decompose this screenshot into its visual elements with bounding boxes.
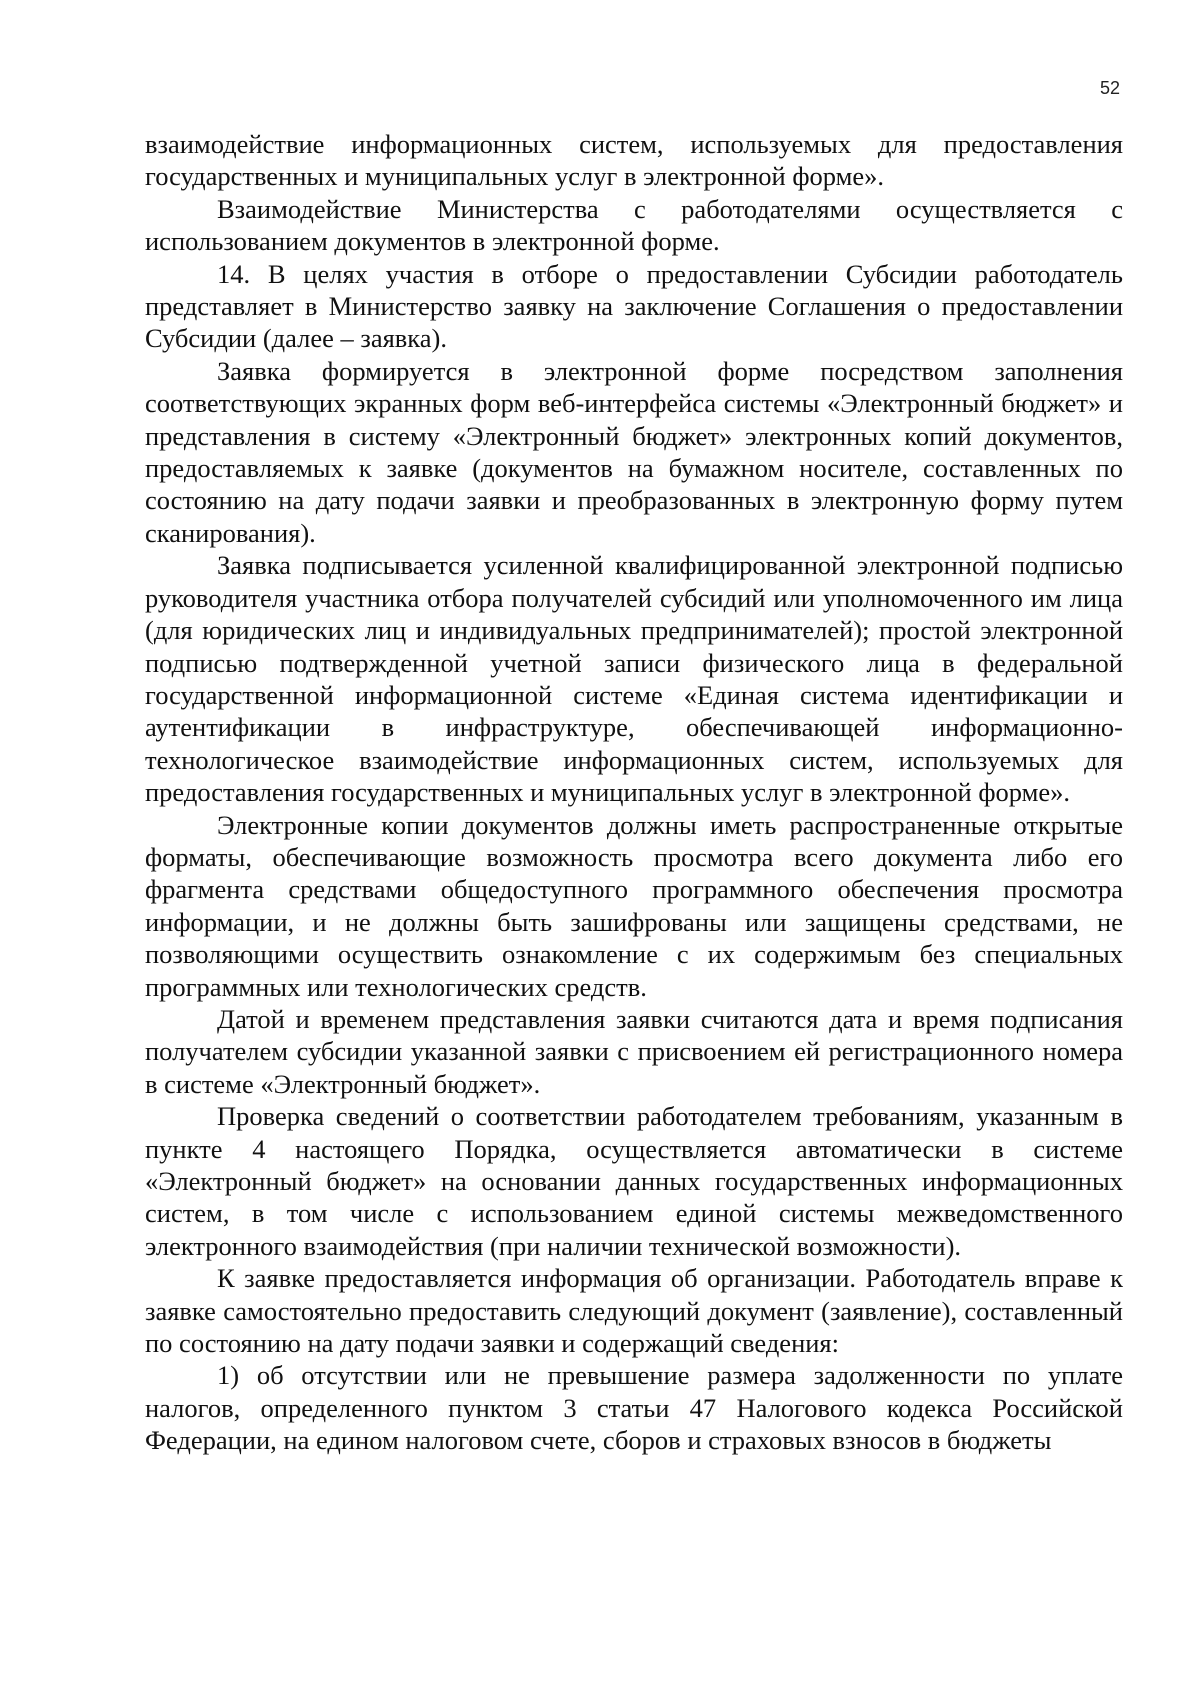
paragraph-7: Датой и временем представления заявки считаются дата и время подписания получателем субсидии указанной заявки с присвоением ей регистрационного номера в системе «Электронный бюджет».	[145, 1003, 1123, 1099]
paragraph-9: К заявке предоставляется информация об организации. Работодатель вправе к заявке самостоятельно предоставить следующий документ (заявление), составленный по состоянию на дату подачи заявки и содержащий сведения:	[145, 1263, 1123, 1359]
document-body	[145, 128, 1123, 1457]
paragraph-8: Проверка сведений о соответствии работодателем требованиям, указанным в пункте 4 настоящего Порядка, осуществляется автоматически в системе «Электронный бюджет» на основании данных государственных информационных систем, в том числе с использованием единой системы межведомственного электронного взаимодействия (при наличии технической возможности).	[145, 1101, 1123, 1261]
paragraph-3: 14. В целях участия в отборе о предоставлении Субсидии работодатель представляет в Министерство заявку на заключение Соглашения о предоставлении Субсидии (далее – заявка).	[145, 258, 1123, 354]
paragraph-6: Электронные копии документов должны иметь распространенные открытые форматы, обеспечивающие возможность просмотра всего документа либо его фрагмента средствами общедоступного программного обеспечения просмотра информации, и не должны быть зашифрованы или защищены средствами, не позволяющими осуществить ознакомление с их содержимым без специальных программных или технологических средств.	[145, 809, 1123, 1002]
paragraph-4: Заявка формируется в электронной форме посредством заполнения соответствующих экранных форм веб-интерфейса системы «Электронный бюджет» и представления в систему «Электронный бюджет» электронных копий документов, предоставляемых к заявке (документов на бумажном носителе, составленных по состоянию на дату подачи заявки и преобразованных в электронную форму путем сканирования).	[145, 355, 1123, 548]
paragraph-1: взаимодействие информационных систем, используемых для предоставления государственных и муниципальных услуг в электронной форме».	[145, 129, 1123, 192]
paragraph-2: Взаимодействие Министерства с работодателями осуществляется с использованием документов в электронной форме.	[145, 193, 1123, 257]
paragraph-10: 1) об отсутствии или не превышение размера задолженности по уплате налогов, определенного пунктом 3 статьи 47 Налогового кодекса Российской Федерации, на едином налоговом счете, сборов и страховых взносов в бюджеты	[145, 1360, 1123, 1456]
page-number: 52	[1099, 78, 1120, 98]
paragraph-5: Заявка подписывается усиленной квалифицированной электронной подписью руководителя участника отбора получателей субсидий или уполномоченного им лица (для юридических лиц и индивидуальных предпринимателей); простой электронной подписью подтвержденной учетной записи физического лица в федеральной государственной информационной системе «Единая система идентификации и аутентификации в инфраструктуре, обеспечивающей информационно-технологическое взаимодействие информационных систем, используемых для предоставления государственных и муниципальных услуг в электронной форме».	[145, 550, 1123, 808]
